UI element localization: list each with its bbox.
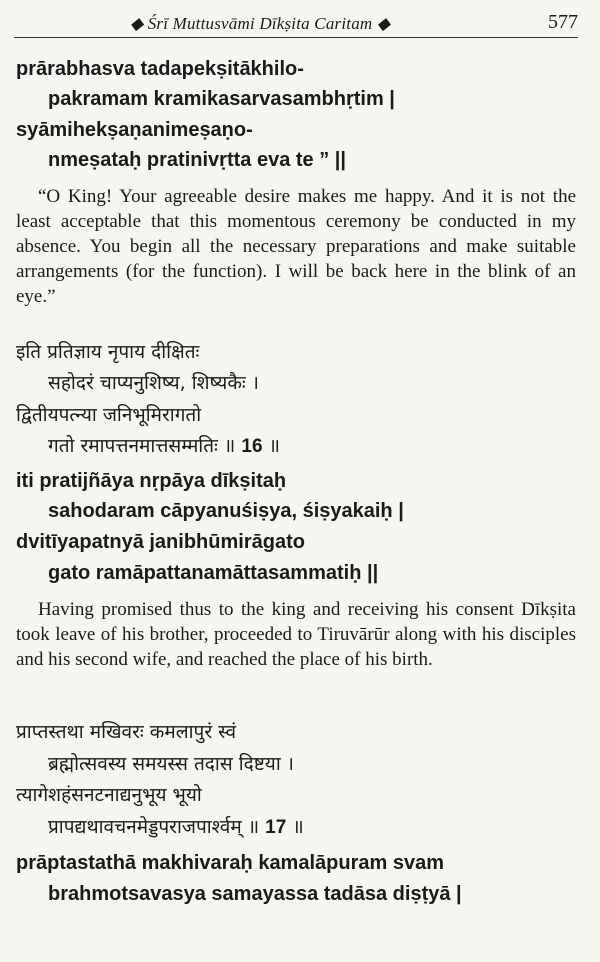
verse-number: 17 bbox=[265, 817, 287, 838]
translit-line: brahmotsavasya samayassa tadāsa diṣṭyā | bbox=[48, 883, 462, 905]
devanagari-line: ब्रह्मोत्सवस्य समयस्स तदास दिष्टया । bbox=[48, 753, 294, 775]
translit-line: prāptastathā makhivaraḥ kamalāpuram svam bbox=[16, 852, 444, 874]
page-number: 577 bbox=[548, 11, 578, 33]
translit-line: pakramam kramikasarvasambhṛtim | bbox=[48, 88, 395, 110]
running-header bbox=[0, 6, 600, 38]
devanagari-line-with-number bbox=[48, 813, 304, 839]
devanagari-text: प्रापद्यथावचनमेड्डपराजपार्श्वम् ॥ bbox=[48, 816, 260, 838]
translit-line: syāmihekṣaṇanimeṣaṇo- bbox=[16, 119, 253, 141]
devanagari-text: गतो रमापत्तनमात्तसम्मतिः ॥ bbox=[48, 435, 236, 457]
devanagari-line-with-number bbox=[48, 432, 280, 458]
translit-line: nmeṣataḥ pratinivṛtta eva te ” || bbox=[48, 149, 346, 171]
translation-paragraph bbox=[16, 184, 576, 309]
devanagari-line: सहोदरं चाप्यनुशिष्य, शिष्यकैः । bbox=[48, 372, 259, 394]
translit-line: sahodaram cāpyanuśiṣya, śiṣyakaiḥ | bbox=[48, 500, 404, 522]
devanagari-line: त्यागेशहंसनटनाद्यनुभूय भूयो bbox=[16, 784, 202, 806]
translit-line: prārabhasva tadapekṣitākhilo- bbox=[16, 58, 304, 80]
devanagari-line: इति प्रतिज्ञाय नृपाय दीक्षितः bbox=[16, 341, 200, 363]
translit-line: iti pratijñāya nṛpāya dīkṣitaḥ bbox=[16, 470, 287, 492]
devanagari-line: द्वितीयपत्न्या जनिभूमिरागतो bbox=[16, 404, 202, 426]
devanagari-line: प्राप्तस्तथा मखिवरः कमलापुरं स्वं bbox=[16, 721, 237, 743]
verse-end-mark: ॥ bbox=[268, 435, 280, 457]
verse-end-mark: ॥ bbox=[292, 816, 304, 838]
translit-line: gato ramāpattanamāttasammatiḥ || bbox=[48, 562, 379, 584]
translation-paragraph bbox=[16, 597, 576, 672]
header-rule bbox=[14, 37, 578, 38]
verse-number: 16 bbox=[241, 436, 263, 457]
translation-text: Having promised thus to the king and receiving his consent Dīkṣita took leave of his brother, proceeded to Tiruvārūr along with his disciples and his second wife, and reached the place of his birth. bbox=[16, 599, 576, 670]
translation-text: “O King! Your agreeable desire makes me happy. And it is not the least acceptable that this momentous ceremony be conducted in my absence. You begin all the necessary preparations and make suitable arrangements (for the function). I will be back here in the blink of an eye.” bbox=[16, 186, 576, 307]
translit-line: dvitīyapatnyā janibhūmirāgato bbox=[16, 531, 305, 553]
running-title: ◆ Śrī Muttusvāmi Dīkṣita Caritam ◆ bbox=[130, 14, 391, 33]
